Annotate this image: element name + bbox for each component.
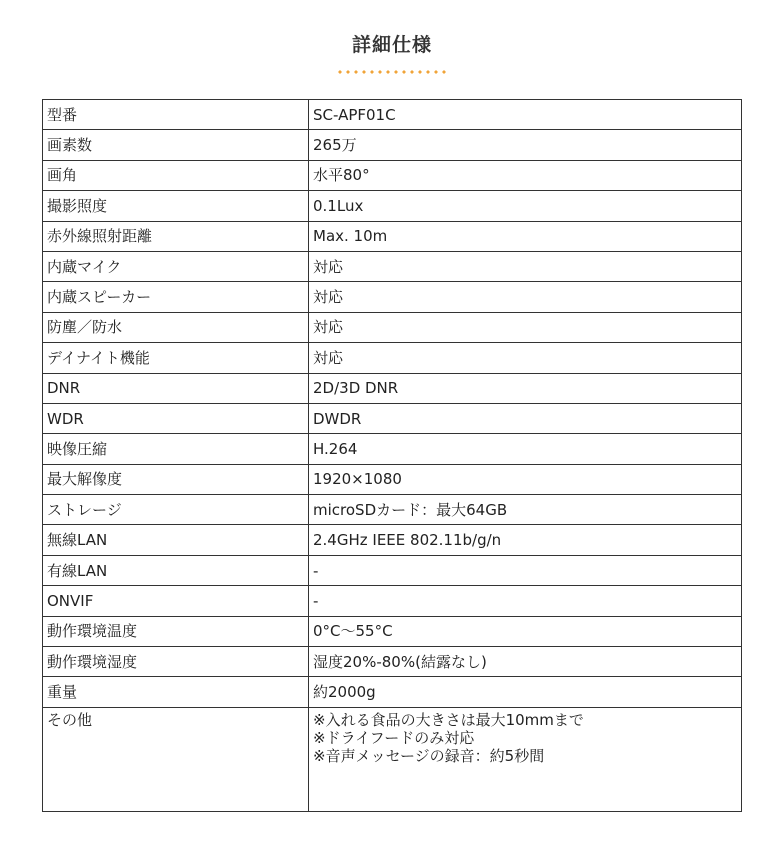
spec-key: 動作環境温度 [43, 616, 309, 646]
spec-key: 有線LAN [43, 555, 309, 585]
spec-key: WDR [43, 403, 309, 433]
title-underline-dots [336, 70, 448, 74]
spec-value: DWDR [309, 403, 742, 433]
spec-value: Max. 10m [309, 221, 742, 251]
table-row [43, 130, 742, 160]
table-row-other [43, 707, 742, 811]
spec-value: H.264 [309, 434, 742, 464]
spec-key: 画素数 [43, 130, 309, 160]
table-row [43, 677, 742, 707]
table-row [43, 312, 742, 342]
spec-table [42, 99, 742, 812]
note-line: ※ドライフードのみ対応 [313, 728, 475, 747]
spec-value: SC-APF01C [309, 100, 742, 130]
table-row [43, 160, 742, 190]
table-row [43, 555, 742, 585]
table-row [43, 251, 742, 281]
spec-value: 対応 [309, 282, 742, 312]
table-row [43, 525, 742, 555]
spec-value: 1920×1080 [309, 464, 742, 494]
spec-key: ストレージ [43, 495, 309, 525]
spec-key: 型番 [43, 100, 309, 130]
spec-value: 水平80° [309, 160, 742, 190]
spec-key: DNR [43, 373, 309, 403]
table-row [43, 434, 742, 464]
spec-value: 湿度20%-80%(結露なし) [309, 647, 742, 677]
spec-value: 2.4GHz IEEE 802.11b/g/n [309, 525, 742, 555]
table-row [43, 343, 742, 373]
spec-value: 対応 [309, 312, 742, 342]
spec-key: 映像圧縮 [43, 434, 309, 464]
note-line: ※入れる食品の大きさは最大10mmまで [313, 710, 584, 729]
spec-key: 重量 [43, 677, 309, 707]
table-row [43, 586, 742, 616]
spec-value: - [309, 586, 742, 616]
page-title: 詳細仕様 [351, 34, 432, 56]
spec-key: 画角 [43, 160, 309, 190]
spec-value: - [309, 555, 742, 585]
spec-value: microSDカード：最大64GB [309, 495, 742, 525]
spec-value-notes [309, 707, 742, 811]
spec-value: 対応 [309, 251, 742, 281]
table-row [43, 282, 742, 312]
spec-key: 最大解像度 [43, 464, 309, 494]
spec-value: 2D/3D DNR [309, 373, 742, 403]
spec-value: 対応 [309, 343, 742, 373]
table-row [43, 616, 742, 646]
spec-key: 防塵／防水 [43, 312, 309, 342]
spec-key: 赤外線照射距離 [43, 221, 309, 251]
note-line: ※音声メッセージの録音：約5秒間 [313, 746, 545, 765]
spec-value: 0.1Lux [309, 191, 742, 221]
table-row [43, 647, 742, 677]
spec-value: 265万 [309, 130, 742, 160]
spec-key: その他 [43, 707, 309, 811]
spec-key: 撮影照度 [43, 191, 309, 221]
spec-key: 内蔵マイク [43, 251, 309, 281]
table-row [43, 100, 742, 130]
table-row [43, 191, 742, 221]
spec-key: 動作環境湿度 [43, 647, 309, 677]
table-row [43, 403, 742, 433]
spec-key: 内蔵スピーカー [43, 282, 309, 312]
table-row [43, 464, 742, 494]
table-row [43, 495, 742, 525]
table-row [43, 221, 742, 251]
table-row [43, 373, 742, 403]
spec-value: 約2000g [309, 677, 742, 707]
spec-key: 無線LAN [43, 525, 309, 555]
spec-key: デイナイト機能 [43, 343, 309, 373]
spec-value: 0°C～55°C [309, 616, 742, 646]
spec-key: ONVIF [43, 586, 309, 616]
